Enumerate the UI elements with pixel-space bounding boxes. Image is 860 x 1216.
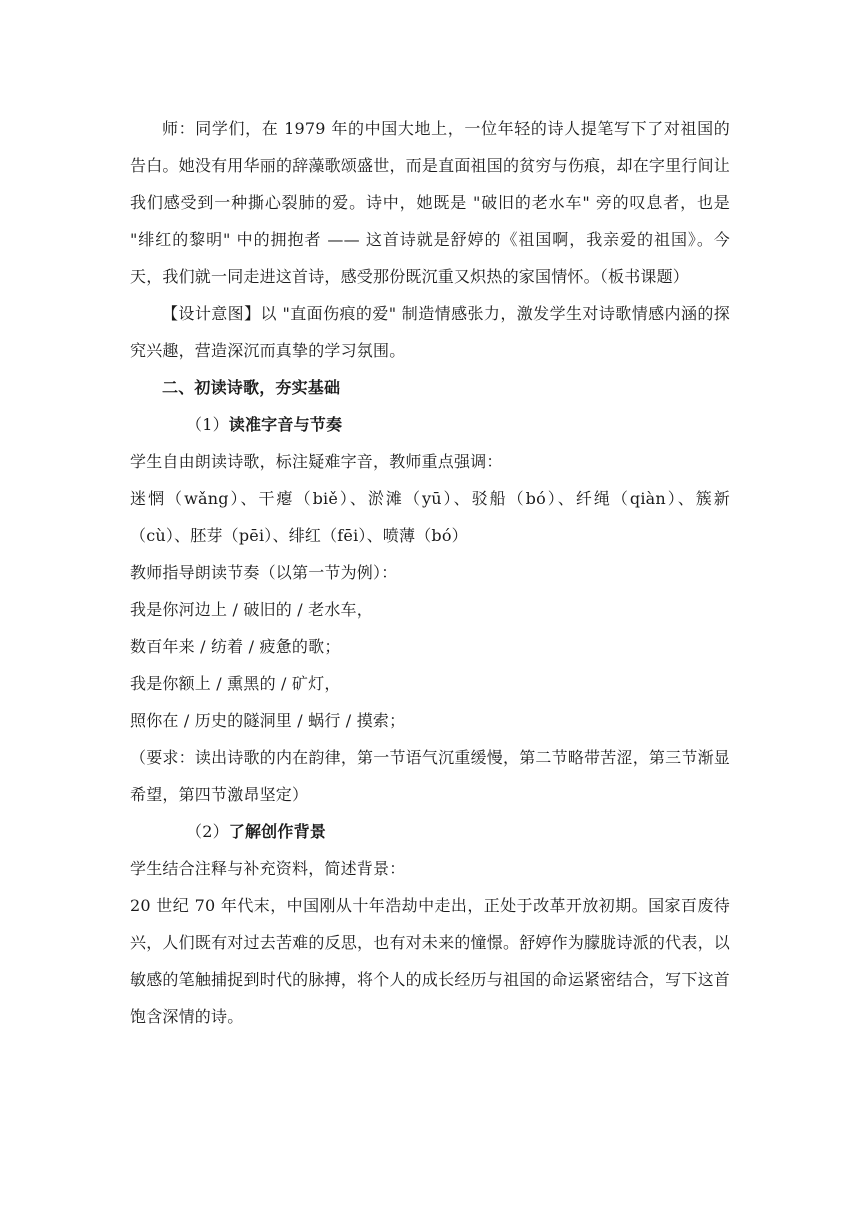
background-instruction: 学生结合注释与补充资料，简述背景：	[130, 859, 406, 878]
poem-line: 照你在 / 历史的隧洞里 / 蜗行 / 摸索；	[130, 711, 406, 730]
reading-requirement: （要求：读出诗歌的内在韵律，第一节语气沉重缓慢，第二节略带苦涩，第三节渐显希望，第四节激昂坚定）	[130, 748, 730, 804]
rhythm-intro: 教师指导朗读节奏（以第一节为例）：	[130, 563, 398, 582]
subsection-heading-background	[130, 813, 730, 850]
poem-line: 我是你河边上 / 破旧的 / 老水车，	[130, 600, 373, 619]
subsection-number: （2）	[186, 822, 229, 841]
subsection-title: 读准字音与节奏	[228, 415, 343, 434]
background-paragraph: 20 世纪 70 年代末，中国刚从十年浩劫中走出，正处于改革开放初期。国家百废待兴，人们既有对过去苦难的反思，也有对未来的憧憬。舒婷作为朦胧诗派的代表，以敏感的笔触捕捉到时代的脉搏，将个人的成长经历与祖国的命运紧密结合，写下这首饱含深情的诗。	[130, 896, 730, 1026]
pronunciation-list: 迷惘（wǎng）、干瘪（biě）、淤滩（yū）、驳船（bó）、纤绳（qiàn）、簇新（cù）、胚芽（pēi）、绯红（fēi）、喷薄（bó）	[130, 489, 730, 545]
design-intent-paragraph: 【设计意图】以 "直面伤痕的爱" 制造情感张力，激发学生对诗歌情感内涵的探究兴趣，营造深沉而真挚的学习氛围。	[130, 304, 730, 360]
poem-line: 我是你额上 / 熏黑的 / 矿灯，	[130, 674, 341, 693]
subsection-title: 了解创作背景	[228, 822, 326, 841]
subsection-number: （1）	[186, 415, 229, 434]
reading-instruction: 学生自由朗读诗歌，标注疑难字音，教师重点强调：	[130, 452, 503, 471]
intro-paragraph: 师：同学们，在 1979 年的中国大地上，一位年轻的诗人提笔写下了对祖国的告白。她没有用华丽的辞藻歌颂盛世，而是直面祖国的贫穷与伤痕，却在字里行间让我们感受到一种撕心裂肺的爱。诗中，她既是 "破旧的老水车" 旁的叹息者，也是 "绯红的黎明" 中的拥抱者 —— 这首诗就是舒婷的《祖国啊，我亲爱的祖国》。今天，我们就一同走进这首诗，感受那份既沉重又炽热的家国情怀。（板书课题）	[130, 119, 730, 286]
section-heading: 二、初读诗歌，夯实基础	[162, 378, 341, 397]
subsection-heading-pronunciation	[130, 406, 730, 443]
document-body	[130, 110, 730, 1035]
poem-line: 数百年来 / 纺着 / 疲惫的歌；	[130, 637, 341, 656]
